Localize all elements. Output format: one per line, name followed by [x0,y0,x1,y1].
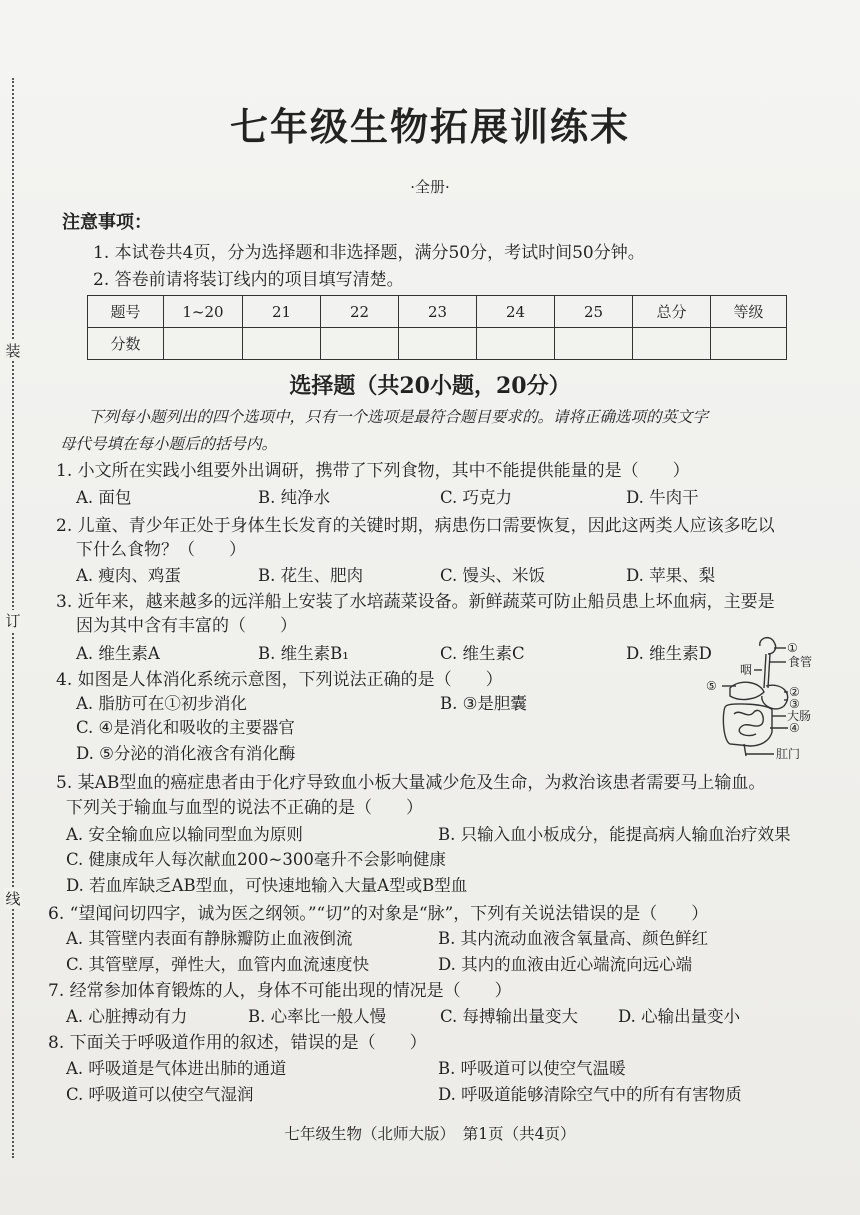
question-5-stem-cont: 下列关于输血与血型的说法不正确的是（ ） [66,798,423,818]
question-3-option-b: B. 维生素B₁ [258,644,349,663]
page-footer: 七年级生物（北师大版） 第1页（共4页） [284,1125,576,1143]
question-2-option-a: A. 瘦肉、鸡蛋 [76,566,181,585]
section-title: 选择题（共20小题，20分） [289,373,571,399]
question-3-option-a: A. 维生素A [76,644,160,663]
question-1-stem: 1. 小文所在实践小组要外出调研，携带了下列食物，其中不能提供能量的是（ ） [56,461,690,481]
stomach-shape [762,685,788,709]
diagram-label-esophagus: 食管 [788,655,813,669]
question-1-option-c: C. 巧克力 [440,488,513,507]
question-2-option-b: B. 花生、肥肉 [258,566,364,585]
note-item: 2. 答卷前请将装订线内的项目填写清楚。 [93,270,404,290]
question-7-option-c: C. 每搏输出量变大 [440,1007,579,1026]
score-input-cell[interactable] [321,328,399,360]
score-input-cell[interactable] [633,328,711,360]
question-1-option-a: A. 面包 [76,488,132,507]
question-6-option-c: C. 其管壁厚，弹性大，血管内血流速度快 [66,955,370,974]
question-3-option-d: D. 维生素D [626,644,712,663]
diagram-label-4: ④ [789,721,800,735]
digestive-system-diagram [700,636,825,760]
question-5-option-b: B. 只输入血小板成分，能提高病人输血治疗效果 [438,825,791,844]
question-4-stem: 4. 如图是人体消化系统示意图，下列说法正确的是（ ） [56,670,503,690]
score-table-header-row [88,296,787,328]
question-8-option-c: C. 呼吸道可以使空气湿润 [66,1085,254,1104]
question-8-stem: 8. 下面关于呼吸道作用的叙述，错误的是（ ） [48,1033,427,1053]
score-input-cell[interactable] [164,328,243,360]
diagram-label-2: ② [789,685,800,699]
score-table [87,295,787,360]
question-6-option-b: B. 其内流动血液含氧量高、颜色鲜红 [438,929,709,948]
binding-char-xian: 线 [5,890,21,908]
question-4-option-c: C. ④是消化和吸收的主要器官 [76,718,295,737]
page-subtitle: ·全册· [410,178,450,196]
page-title: 七年级生物拓展训练末 [229,104,630,149]
question-4-option-d: D. ⑤分泌的消化液含有消化酶 [76,744,296,763]
score-table-cell: 1~20 [164,296,243,328]
score-table-row-label: 分数 [88,328,164,360]
score-input-cell[interactable] [477,328,555,360]
diagram-label-3: ③ [789,697,800,711]
small-intestine-shape [734,710,763,735]
question-7-stem: 7. 经常参加体育锻炼的人，身体不可能出现的情况是（ ） [48,981,512,1001]
binding-line [5,78,21,1158]
diagram-label-5: ⑤ [706,679,717,693]
section-instruction: 下列每小题列出的四个选项中，只有一个选项是最符合题目要求的。请将正确选项的英文字 [88,408,709,426]
notes-heading: 注意事项： [62,212,152,233]
score-table-score-row [88,328,787,360]
diagram-label-1: ① [787,641,798,655]
question-3-stem: 3. 近年来，越来越多的远洋船上安装了水培蔬菜设备。新鲜蔬菜可防止船员患上坏血病，主要是 [56,592,775,612]
section-instruction: 母代号填在每小题后的括号内。 [60,435,278,453]
score-table-cell: 21 [243,296,321,328]
score-table-cell: 22 [321,296,399,328]
question-5-option-d: D. 若血库缺乏AB型血，可快速地输入大量A型或B型血 [66,876,468,895]
note-item: 1. 本试卷共4页，分为选择题和非选择题，满分50分，考试时间50分钟。 [93,243,645,263]
diagram-label-anus: 肛门 [776,747,801,760]
question-6-option-d: D. 其内的血液由近心端流向远心端 [438,955,693,974]
liver-shape [730,682,764,699]
question-7-option-b: B. 心率比一般人慢 [248,1007,387,1026]
score-input-cell[interactable] [243,328,321,360]
binding-char-ding: 订 [5,612,21,630]
question-8-option-d: D. 呼吸道能够清除空气中的所有有害物质 [438,1085,742,1104]
score-input-cell[interactable] [555,328,633,360]
score-table-cell: 23 [399,296,477,328]
question-2-stem: 2. 儿童、青少年正处于身体生长发育的关键时期，病患伤口需要恢复，因此这两类人应该多吃以 [56,516,775,536]
mouth-shape [760,638,776,654]
score-input-cell[interactable] [399,328,477,360]
diagram-label-pharynx: 咽 [740,663,753,677]
score-table-cell: 总分 [633,296,711,328]
question-2-option-c: C. 馒头、米饭 [440,566,546,585]
question-5-option-c: C. 健康成年人每次献血200~300毫升不会影响健康 [66,850,446,869]
score-table-cell: 题号 [88,296,164,328]
question-3-option-c: C. 维生素C [440,644,525,663]
question-6-option-a: A. 其管壁内表面有静脉瓣防止血液倒流 [66,929,353,948]
score-table-cell: 24 [477,296,555,328]
score-input-cell[interactable] [711,328,787,360]
question-5-option-a: A. 安全输血应以输同型血为原则 [66,825,303,844]
diagram-label-large-intestine: 大肠 [787,709,812,723]
question-1-option-b: B. 纯净水 [258,488,331,507]
esophagus-shape [764,654,766,688]
question-7-option-a: A. 心脏搏动有力 [66,1007,188,1026]
question-8-option-a: A. 呼吸道是气体进出肺的通道 [66,1059,287,1078]
score-table-cell: 等级 [711,296,787,328]
question-4-option-a: A. 脂肪可在①初步消化 [76,694,247,713]
score-table-cell: 25 [555,296,633,328]
question-8-option-b: B. 呼吸道可以使空气温暖 [438,1059,626,1078]
question-2-stem-cont: 下什么食物？（ ） [76,540,246,560]
question-7-option-d: D. 心输出量变小 [618,1007,741,1026]
question-3-stem-cont: 因为其中含有丰富的（ ） [76,616,297,636]
question-5-stem: 5. 某AB型血的癌症患者由于化疗导致血小板大量减少危及生命，为救治该患者需要马上输血。 [56,773,766,793]
question-6-stem: 6. “望闻问切四字，诚为医之纲领。”“切”的对象是“脉”，下列有关说法错误的是（ ） [48,904,709,924]
question-2-option-d: D. 苹果、梨 [626,566,716,585]
binding-char-zhuang: 装 [5,342,21,360]
question-1-option-d: D. 牛肉干 [626,488,699,507]
question-4-option-b: B. ③是胆囊 [440,694,527,713]
